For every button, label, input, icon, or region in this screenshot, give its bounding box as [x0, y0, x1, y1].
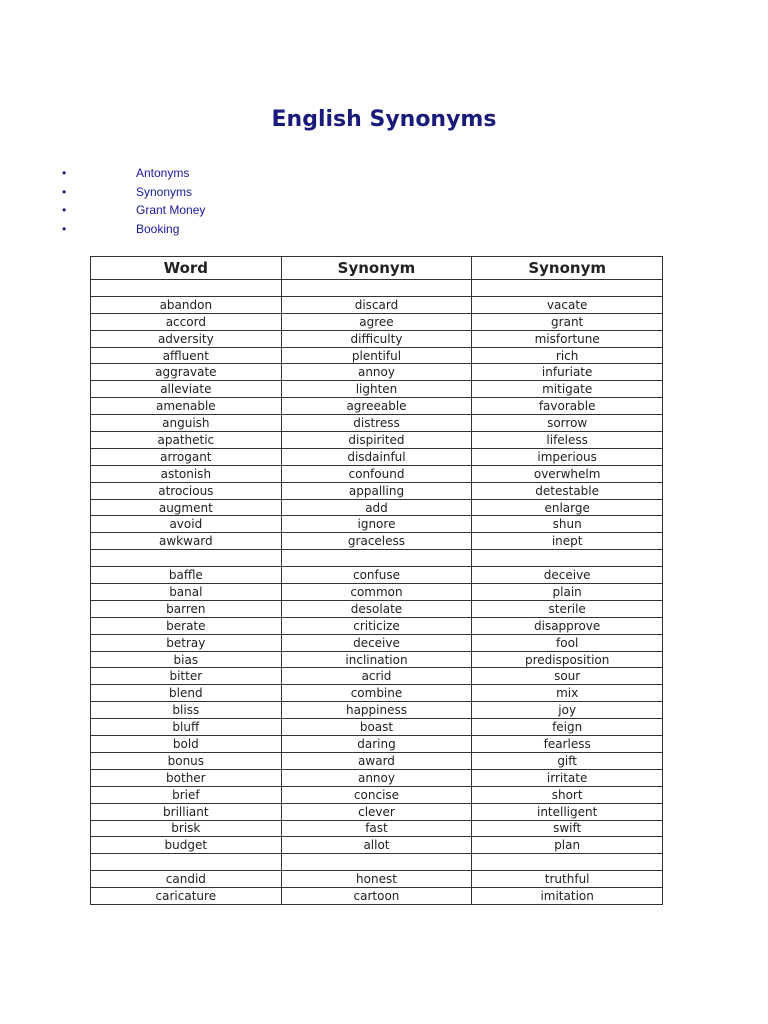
- table-row: [91, 432, 663, 449]
- word-cell: blend: [91, 685, 282, 702]
- synonym-cell-2: mix: [472, 685, 663, 702]
- synonym-cell-2: overwhelm: [472, 465, 663, 482]
- synonym-cell-2: fool: [472, 634, 663, 651]
- synonym-cell-2: shun: [472, 516, 663, 533]
- table-row: [91, 752, 663, 769]
- synonym-cell-1: discard: [281, 296, 472, 313]
- table-row: [91, 364, 663, 381]
- synonym-cell-2: enlarge: [472, 499, 663, 516]
- table-row: [91, 313, 663, 330]
- synonym-cell-2: feign: [472, 719, 663, 736]
- table-row: [91, 533, 663, 550]
- table-row: [91, 617, 663, 634]
- synonym-cell-1: honest: [281, 871, 472, 888]
- word-cell: baffle: [91, 567, 282, 584]
- synonym-cell-2: irritate: [472, 769, 663, 786]
- synonym-cell-2: rich: [472, 347, 663, 364]
- column-header-synonym-1: Synonym: [281, 257, 472, 280]
- synonym-cell-1: confuse: [281, 567, 472, 584]
- synonym-cell-1: criticize: [281, 617, 472, 634]
- word-cell: brief: [91, 786, 282, 803]
- table-row: [91, 330, 663, 347]
- word-cell: budget: [91, 837, 282, 854]
- synonym-cell-1: graceless: [281, 533, 472, 550]
- synonym-cell-2: sorrow: [472, 415, 663, 432]
- synonym-cell-2: lifeless: [472, 432, 663, 449]
- synonym-cell-2: imitation: [472, 888, 663, 905]
- word-cell: abandon: [91, 296, 282, 313]
- synonym-cell-1: cartoon: [281, 888, 472, 905]
- synonym-cell-1: distress: [281, 415, 472, 432]
- column-header-word: Word: [91, 257, 282, 280]
- word-cell: bold: [91, 736, 282, 753]
- synonym-cell-2: infuriate: [472, 364, 663, 381]
- synonym-cell-2: [472, 280, 663, 297]
- table-row: [91, 567, 663, 584]
- table-row: [91, 820, 663, 837]
- link-antonyms[interactable]: Antonyms: [136, 166, 190, 181]
- table-row: [91, 415, 663, 432]
- synonym-cell-1: agree: [281, 313, 472, 330]
- spacer-row: [91, 280, 663, 297]
- nav-item: [62, 183, 205, 202]
- link-booking[interactable]: Booking: [136, 222, 180, 237]
- synonym-cell-1: desolate: [281, 600, 472, 617]
- nav-item: [62, 164, 205, 183]
- synonym-cell-1: deceive: [281, 634, 472, 651]
- synonym-cell-1: dispirited: [281, 432, 472, 449]
- table-row: [91, 499, 663, 516]
- synonym-cell-1: confound: [281, 465, 472, 482]
- synonym-cell-2: misfortune: [472, 330, 663, 347]
- synonym-cell-2: joy: [472, 702, 663, 719]
- word-cell: affluent: [91, 347, 282, 364]
- word-cell: betray: [91, 634, 282, 651]
- table-row: [91, 871, 663, 888]
- table-row: [91, 888, 663, 905]
- word-cell: barren: [91, 600, 282, 617]
- word-cell: augment: [91, 499, 282, 516]
- column-header-synonym-2: Synonym: [472, 257, 663, 280]
- table-row: [91, 482, 663, 499]
- synonym-table: [90, 256, 663, 905]
- synonym-cell-1: combine: [281, 685, 472, 702]
- synonym-cell-1: fast: [281, 820, 472, 837]
- synonym-cell-2: [472, 854, 663, 871]
- table-row: [91, 600, 663, 617]
- table-row: [91, 347, 663, 364]
- synonym-cell-1: allot: [281, 837, 472, 854]
- word-cell: bias: [91, 651, 282, 668]
- page-title: English Synonyms: [271, 106, 497, 132]
- spacer-row: [91, 550, 663, 567]
- synonym-cell-2: disapprove: [472, 617, 663, 634]
- word-cell: atrocious: [91, 482, 282, 499]
- synonym-cell-2: sterile: [472, 600, 663, 617]
- synonym-cell-1: add: [281, 499, 472, 516]
- synonym-cell-1: appalling: [281, 482, 472, 499]
- word-cell: berate: [91, 617, 282, 634]
- word-cell: amenable: [91, 398, 282, 415]
- synonym-cell-2: detestable: [472, 482, 663, 499]
- synonym-cell-1: [281, 550, 472, 567]
- word-cell: avoid: [91, 516, 282, 533]
- word-cell: banal: [91, 584, 282, 601]
- table-row: [91, 769, 663, 786]
- table-row: [91, 803, 663, 820]
- table-row: [91, 584, 663, 601]
- table-row: [91, 668, 663, 685]
- synonym-cell-2: short: [472, 786, 663, 803]
- link-synonyms[interactable]: Synonyms: [136, 184, 193, 199]
- word-cell: apathetic: [91, 432, 282, 449]
- synonym-cell-1: happiness: [281, 702, 472, 719]
- table-row: [91, 516, 663, 533]
- table-row: [91, 786, 663, 803]
- synonym-cell-1: [281, 854, 472, 871]
- table-header-row: [91, 257, 663, 280]
- synonym-cell-2: [472, 550, 663, 567]
- synonym-cell-2: swift: [472, 820, 663, 837]
- synonym-cell-2: truthful: [472, 871, 663, 888]
- word-cell: anguish: [91, 415, 282, 432]
- synonym-cell-2: imperious: [472, 448, 663, 465]
- word-cell: candid: [91, 871, 282, 888]
- synonym-cell-1: daring: [281, 736, 472, 753]
- synonym-cell-1: common: [281, 584, 472, 601]
- nav-link-list: [62, 164, 205, 238]
- synonym-cell-2: gift: [472, 752, 663, 769]
- synonym-cell-1: agreeable: [281, 398, 472, 415]
- synonym-cell-1: ignore: [281, 516, 472, 533]
- synonym-cell-1: [281, 280, 472, 297]
- table-row: [91, 837, 663, 854]
- word-cell: bother: [91, 769, 282, 786]
- bullet-icon: •: [62, 222, 67, 237]
- word-cell: bluff: [91, 719, 282, 736]
- table-row: [91, 296, 663, 313]
- synonym-cell-2: predisposition: [472, 651, 663, 668]
- word-cell: bliss: [91, 702, 282, 719]
- synonym-cell-2: deceive: [472, 567, 663, 584]
- synonym-cell-2: mitigate: [472, 381, 663, 398]
- table-row: [91, 465, 663, 482]
- synonym-cell-1: plentiful: [281, 347, 472, 364]
- word-cell: alleviate: [91, 381, 282, 398]
- link-grant-money[interactable]: Grant Money: [136, 203, 206, 218]
- table-row: [91, 719, 663, 736]
- synonym-cell-2: intelligent: [472, 803, 663, 820]
- synonym-cell-2: inept: [472, 533, 663, 550]
- word-cell: brisk: [91, 820, 282, 837]
- synonym-cell-1: concise: [281, 786, 472, 803]
- nav-item: [62, 201, 205, 220]
- bullet-icon: •: [62, 184, 67, 199]
- word-cell: brilliant: [91, 803, 282, 820]
- table-row: [91, 381, 663, 398]
- synonym-cell-1: boast: [281, 719, 472, 736]
- word-cell: [91, 854, 282, 871]
- synonym-cell-1: annoy: [281, 769, 472, 786]
- word-cell: aggravate: [91, 364, 282, 381]
- word-cell: [91, 280, 282, 297]
- synonym-cell-2: fearless: [472, 736, 663, 753]
- synonym-cell-1: award: [281, 752, 472, 769]
- nav-item: [62, 220, 205, 239]
- synonym-cell-1: disdainful: [281, 448, 472, 465]
- synonym-cell-2: vacate: [472, 296, 663, 313]
- synonym-cell-2: grant: [472, 313, 663, 330]
- table-row: [91, 685, 663, 702]
- spacer-row: [91, 854, 663, 871]
- word-cell: caricature: [91, 888, 282, 905]
- word-cell: accord: [91, 313, 282, 330]
- table-row: [91, 651, 663, 668]
- synonym-cell-2: plain: [472, 584, 663, 601]
- word-cell: astonish: [91, 465, 282, 482]
- synonym-cell-2: sour: [472, 668, 663, 685]
- table-row: [91, 398, 663, 415]
- word-cell: adversity: [91, 330, 282, 347]
- word-cell: bonus: [91, 752, 282, 769]
- synonym-cell-2: plan: [472, 837, 663, 854]
- synonym-cell-1: acrid: [281, 668, 472, 685]
- synonym-cell-1: clever: [281, 803, 472, 820]
- table-body: [91, 280, 663, 905]
- synonym-cell-1: difficulty: [281, 330, 472, 347]
- table-row: [91, 736, 663, 753]
- table-row: [91, 702, 663, 719]
- synonym-cell-1: lighten: [281, 381, 472, 398]
- word-cell: awkward: [91, 533, 282, 550]
- table-row: [91, 634, 663, 651]
- bullet-icon: •: [62, 166, 67, 181]
- word-cell: [91, 550, 282, 567]
- bullet-icon: •: [62, 203, 67, 218]
- synonym-cell-1: annoy: [281, 364, 472, 381]
- synonym-cell-1: inclination: [281, 651, 472, 668]
- synonym-cell-2: favorable: [472, 398, 663, 415]
- table-row: [91, 448, 663, 465]
- word-cell: bitter: [91, 668, 282, 685]
- word-cell: arrogant: [91, 448, 282, 465]
